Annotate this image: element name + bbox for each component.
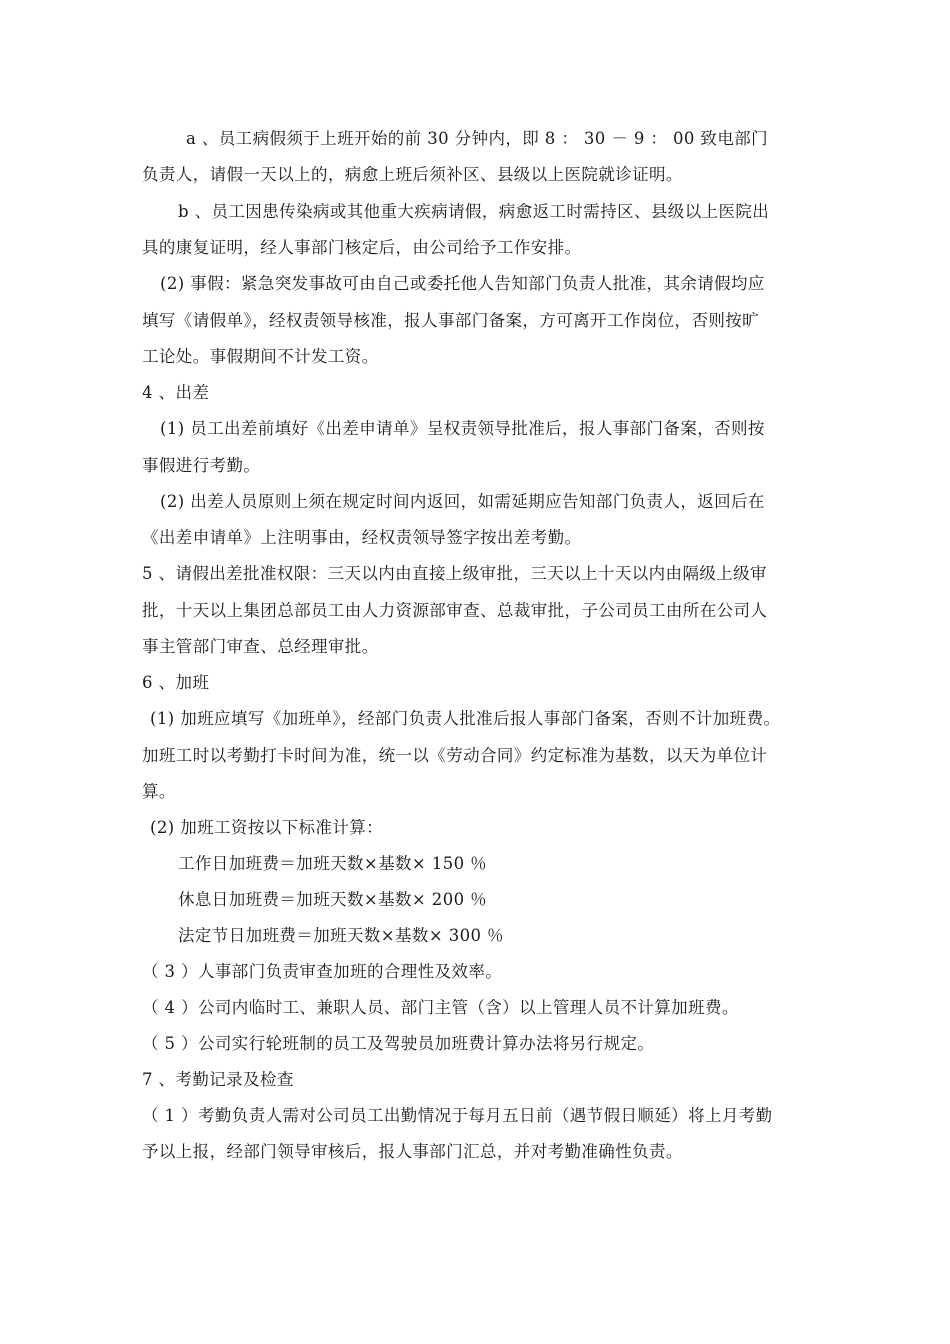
text-line-27: 7 、考勤记录及检查 xyxy=(142,1070,294,1089)
text-line-6: 填写《请假单》，经权责领导核准，报人事部门备案，方可离开工作岗位，否则按旷 xyxy=(142,311,760,330)
text-line-7: 工论处。事假期间不计发工资。 xyxy=(142,347,379,366)
text-line-20: (2) 加班工资按以下标准计算： xyxy=(150,818,384,837)
text-line-15: 事主管部门审查、总经理审批。 xyxy=(142,637,379,656)
text-line-21: 工作日加班费＝加班天数×基数× 150 ％ xyxy=(178,854,488,873)
text-line-11: (2) 出差人员原则上须在规定时间内返回，如需延期应告知部门负责人，返回后在 xyxy=(160,492,765,511)
text-line-19: 算。 xyxy=(142,782,176,801)
text-line-25: （ 4 ）公司内临时工、兼职人员、部门主管（含）以上管理人员不计算加班费。 xyxy=(142,998,739,1017)
text-line-17: (1) 加班应填写《加班单》，经部门负责人批准后报人事部门备案，否则不计加班费。 xyxy=(150,709,781,728)
text-line-5: (2) 事假：紧急突发事故可由自己或委托他人告知部门负责人批准，其余请假均应 xyxy=(160,274,765,293)
text-line-29: 予以上报，经部门领导审核后，报人事部门汇总，并对考勤准确性负责。 xyxy=(142,1142,683,1161)
text-line-1: a 、员工病假须于上班开始的前 30 分钟内，即 8 ： 30 － 9 ： 00 致电部门 xyxy=(186,129,769,148)
text-line-12: 《出差申请单》上注明事由，经权责领导签字按出差考勤。 xyxy=(142,528,582,547)
text-line-9: (1) 员工出差前填好《出差申请单》呈权责领导批准后，报人事部门备案，否则按 xyxy=(160,419,765,438)
text-line-22: 休息日加班费＝加班天数×基数× 200 ％ xyxy=(178,890,488,909)
text-line-2: 负责人，请假一天以上的，病愈上班后须补区、县级以上医院就诊证明。 xyxy=(142,165,683,184)
text-line-28: （ 1 ）考勤负责人需对公司员工出勤情况于每月五日前（遇节假日顺延）将上月考勤 xyxy=(142,1106,773,1125)
text-line-16: 6 、加班 xyxy=(142,673,210,692)
text-line-3: b 、员工因患传染病或其他重大疾病请假，病愈返工时需持区、县级以上医院出 xyxy=(178,202,770,221)
text-line-10: 事假进行考勤。 xyxy=(142,456,261,475)
text-line-26: （ 5 ）公司实行轮班制的员工及驾驶员加班费计算办法将另行规定。 xyxy=(142,1034,655,1053)
text-line-14: 批，十天以上集团总部员工由人力资源部审查、总裁审批，子公司员工由所在公司人 xyxy=(142,601,768,620)
text-line-24: （ 3 ）人事部门负责审查加班的合理性及效率。 xyxy=(142,962,503,981)
text-line-13: 5 、请假出差批准权限：三天以内由直接上级审批，三天以上十天以内由隔级上级审 xyxy=(142,564,767,583)
text-line-8: 4 、出差 xyxy=(142,383,210,402)
text-line-23: 法定节日加班费＝加班天数×基数× 300 ％ xyxy=(178,926,504,945)
text-line-18: 加班工时以考勤打卡时间为准，统一以《劳动合同》约定标准为基数，以天为单位计 xyxy=(142,746,768,765)
text-line-4: 具的康复证明，经人事部门核定后，由公司给予工作安排。 xyxy=(142,238,582,257)
